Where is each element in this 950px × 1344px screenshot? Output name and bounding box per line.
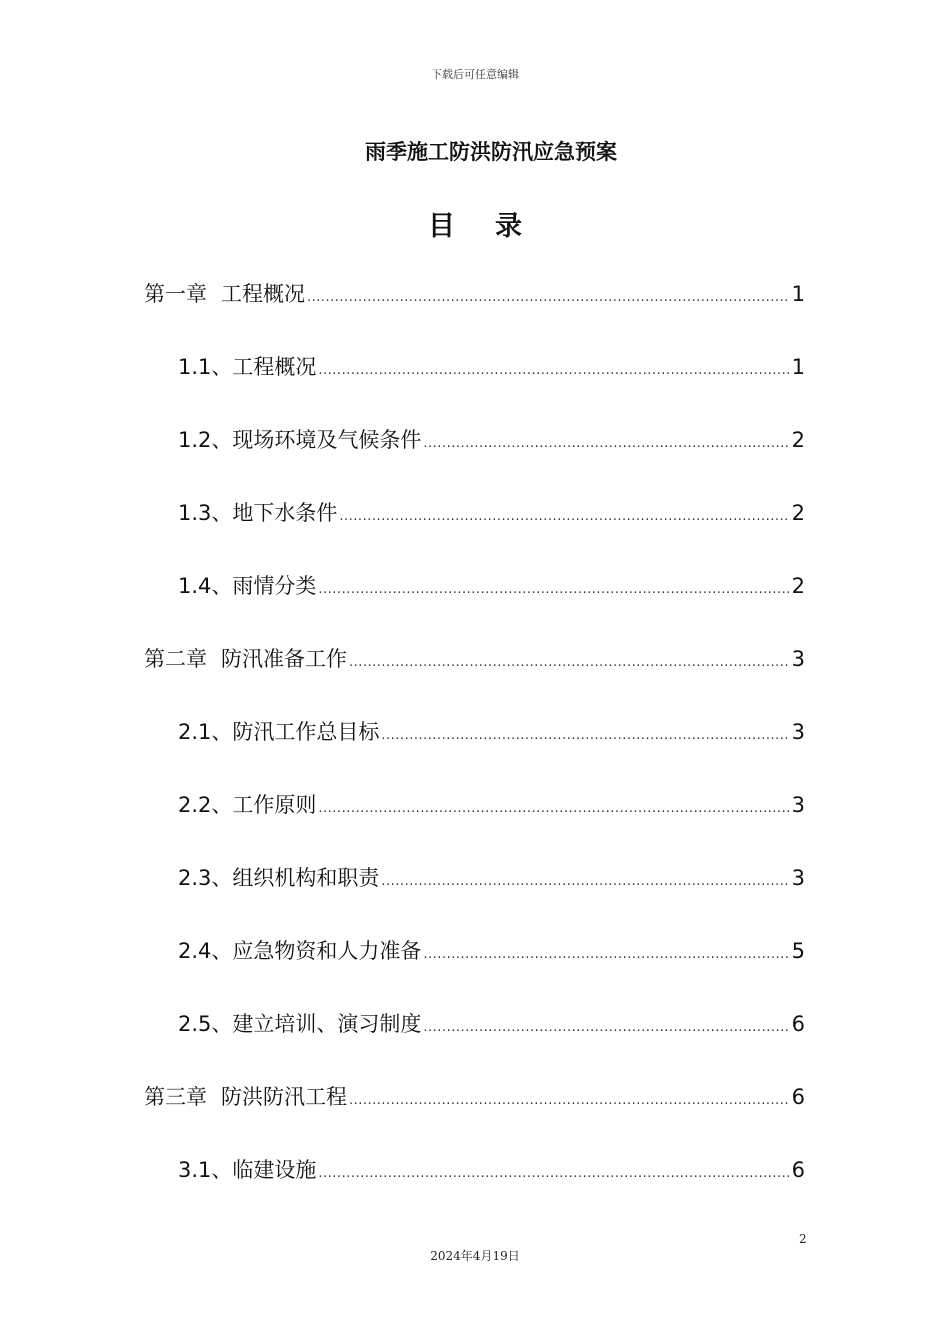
toc-entry-number: 1.4、	[178, 574, 233, 598]
toc-entry-title: 地下水条件	[232, 501, 338, 525]
toc-entry-title: 防汛工作总目标	[232, 720, 380, 744]
toc-entry-number: 第一章	[144, 282, 207, 306]
toc-entry-page: 3	[791, 793, 805, 817]
toc-entry-title: 临建设施	[232, 1158, 317, 1182]
toc-entry-title: 防洪防汛工程	[221, 1085, 347, 1109]
toc-dot-leader	[423, 1010, 789, 1046]
toc-dot-leader	[349, 1083, 790, 1119]
toc-entry-title: 建立培训、演习制度	[232, 1012, 422, 1036]
toc-entry-title: 工作原则	[232, 793, 317, 817]
toc-dot-leader	[318, 1156, 789, 1192]
toc-entry-chapter-1[interactable]	[144, 276, 805, 312]
toc-entry-number: 2.4、	[178, 939, 233, 963]
toc-entry-2-2[interactable]	[178, 787, 805, 823]
toc-entry-number: 1.1、	[178, 355, 233, 379]
toc-entry-title: 组织机构和职责	[232, 866, 380, 890]
toc-entry-number: 2.5、	[178, 1012, 233, 1036]
toc-dot-leader	[318, 572, 789, 608]
toc-dot-leader	[318, 791, 789, 827]
toc-entry-3-1[interactable]	[178, 1152, 805, 1188]
toc-entry-page: 2	[791, 428, 805, 452]
toc-dot-leader	[423, 426, 789, 462]
header-note: 下载后可任意编辑	[431, 68, 519, 81]
toc-entry-page: 3	[791, 720, 805, 744]
document-title: 雨季施工防洪防汛应急预案	[365, 140, 617, 164]
toc-dot-leader	[349, 645, 790, 681]
toc-entry-page: 1	[791, 282, 805, 306]
toc-entry-1-1[interactable]	[178, 349, 805, 385]
toc-entry-title: 现场环境及气候条件	[232, 428, 422, 452]
toc-entry-page: 6	[791, 1158, 805, 1182]
toc-entry-page: 1	[791, 355, 805, 379]
toc-entry-page: 6	[791, 1085, 805, 1109]
toc-entry-title: 工程概况	[232, 355, 317, 379]
toc-entry-page: 5	[791, 939, 805, 963]
toc-entry-title: 工程概况	[221, 282, 305, 306]
toc-heading: 目录	[428, 211, 562, 242]
toc-entry-page: 3	[791, 866, 805, 890]
toc-entry-chapter-3[interactable]	[144, 1079, 805, 1115]
toc-entry-1-2[interactable]	[178, 422, 805, 458]
toc-entry-1-3[interactable]	[178, 495, 805, 531]
toc-entry-number: 2.1、	[178, 720, 233, 744]
toc-dot-leader	[381, 718, 789, 754]
toc-entry-page: 2	[791, 501, 805, 525]
toc-entry-page: 2	[791, 574, 805, 598]
toc-dot-leader	[307, 280, 790, 316]
toc-entry-page: 6	[791, 1012, 805, 1036]
toc-dot-leader	[318, 353, 789, 389]
page-number: 2	[799, 1232, 807, 1246]
toc-dot-leader	[339, 499, 789, 535]
toc-entry-number: 1.3、	[178, 501, 233, 525]
toc-entry-2-3[interactable]	[178, 860, 805, 896]
toc-entry-2-1[interactable]	[178, 714, 805, 750]
toc-entry-number: 2.3、	[178, 866, 233, 890]
toc-entry-number: 3.1、	[178, 1158, 233, 1182]
toc-entry-number: 第三章	[144, 1085, 207, 1109]
toc-dot-leader	[381, 864, 789, 900]
toc-entry-number: 2.2、	[178, 793, 233, 817]
toc-entry-title: 雨情分类	[232, 574, 317, 598]
toc-entry-2-5[interactable]	[178, 1006, 805, 1042]
toc-entry-page: 3	[791, 647, 805, 671]
toc-dot-leader	[423, 937, 789, 973]
toc-entry-number: 1.2、	[178, 428, 233, 452]
toc-entry-1-4[interactable]	[178, 568, 805, 604]
toc-entry-title: 防汛准备工作	[221, 647, 347, 671]
toc-entry-2-4[interactable]	[178, 933, 805, 969]
toc-entry-number: 第二章	[144, 647, 207, 671]
toc-entry-chapter-2[interactable]	[144, 641, 805, 677]
footer-date: 2024年4月19日	[430, 1249, 520, 1263]
toc-entry-title: 应急物资和人力准备	[232, 939, 422, 963]
